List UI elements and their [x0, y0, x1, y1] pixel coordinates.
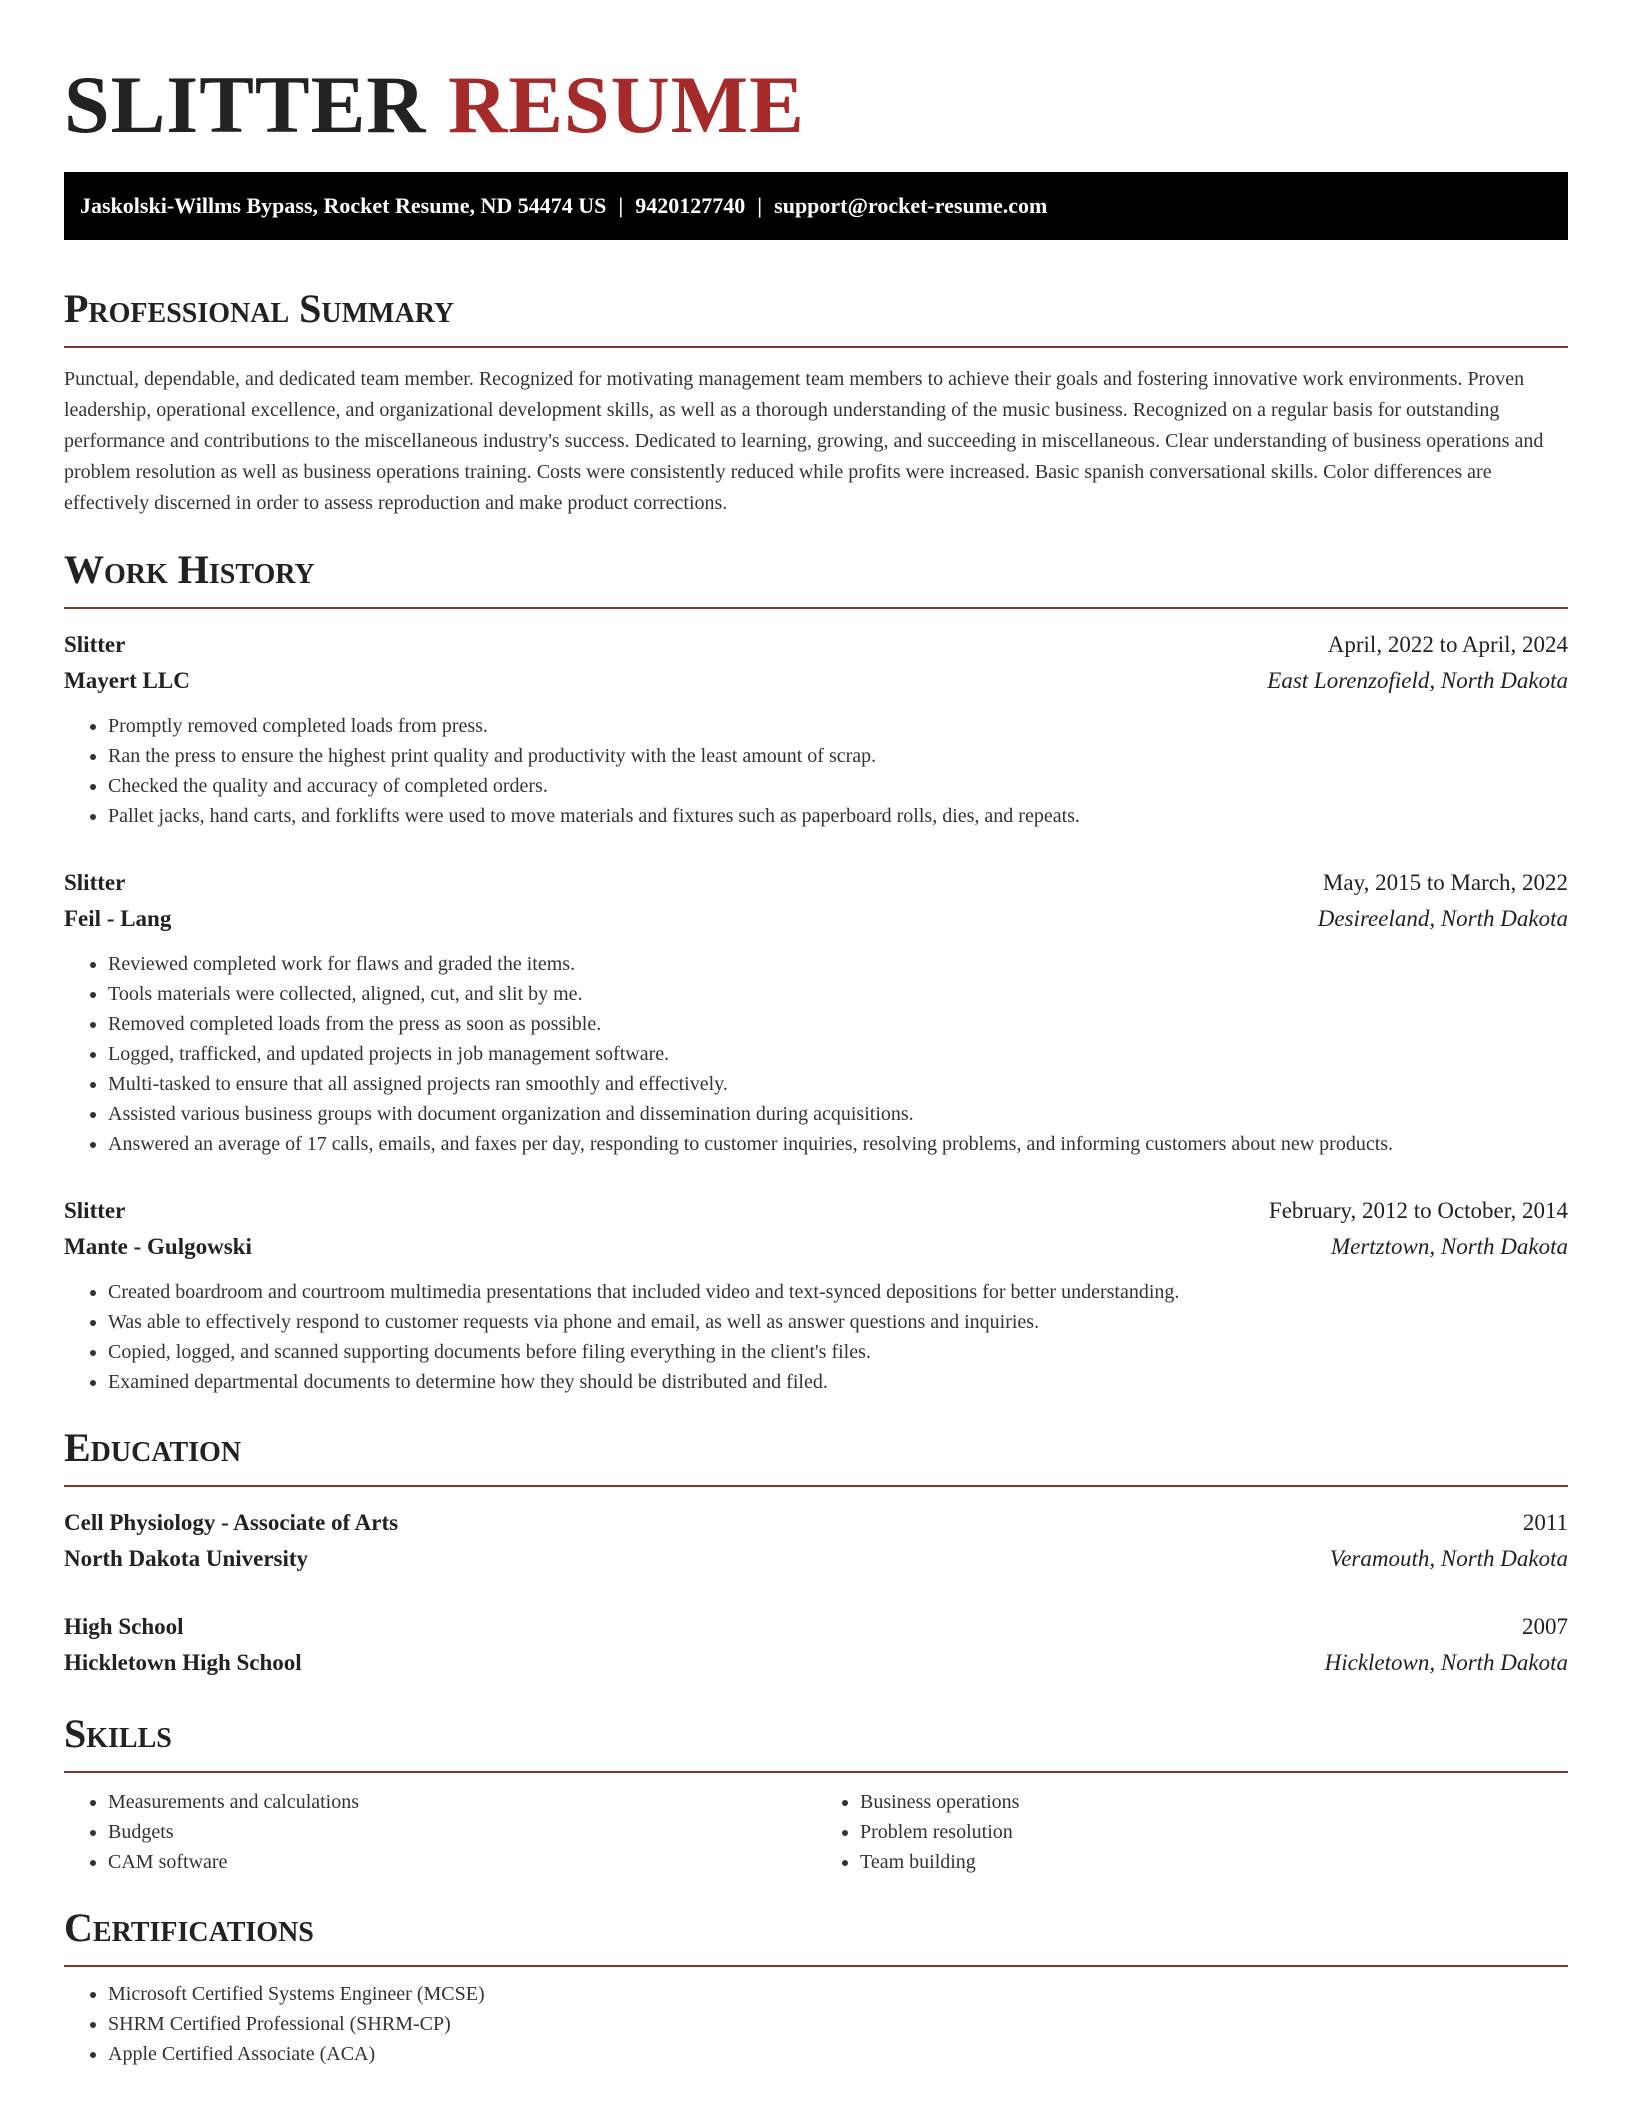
title-first-word: SLITTER [64, 59, 427, 150]
list-item: • CAM software [108, 1847, 816, 1877]
list-item: • SHRM Certified Professional (SHRM-CP) [108, 2009, 1568, 2039]
job-header-row [64, 865, 1568, 901]
job-dates: May, 2015 to March, 2022 [1322, 870, 1568, 895]
certifications-heading: Certifications [64, 1903, 1568, 1967]
job-company-row [64, 1229, 1568, 1265]
certifications-list [64, 1979, 1568, 2069]
list-item: • Created boardroom and courtroom multimedia presentations that included video and text-synced depositions for better understanding. [108, 1277, 1568, 1307]
list-item: • Reviewed completed work for flaws and graded the items. [108, 949, 1568, 979]
education-location: Veramouth, North Dakota [1329, 1546, 1568, 1571]
job-company: Feil - Lang [64, 906, 172, 931]
list-item: • Answered an average of 17 calls, emails, and faxes per day, responding to customer inquiries, resolving problems, and informing customers about new products. [108, 1129, 1568, 1159]
job-header-row [64, 627, 1568, 663]
education-school: North Dakota University [64, 1546, 309, 1571]
education-entry [64, 1505, 1568, 1577]
education-heading: Education [64, 1423, 1568, 1487]
skills-heading: Skills [64, 1709, 1568, 1773]
list-item: • Copied, logged, and scanned supporting documents before filing everything in the client's files. [108, 1337, 1568, 1367]
list-item: • Business operations [860, 1787, 1568, 1817]
contact-separator: | [618, 193, 624, 218]
contact-bar [64, 172, 1568, 240]
education-degree-row [64, 1505, 1568, 1541]
contact-separator: | [757, 193, 763, 218]
education-school-row [64, 1645, 1568, 1681]
job-entry [64, 1193, 1568, 1397]
list-item: • Promptly removed completed loads from press. [108, 711, 1568, 741]
education-location: Hickletown, North Dakota [1324, 1650, 1568, 1675]
job-company: Mante - Gulgowski [64, 1234, 252, 1259]
skills-list-right [816, 1787, 1568, 1877]
job-bullets [64, 949, 1568, 1159]
work-history-heading: Work History [64, 545, 1568, 609]
contact-phone: 9420127740 [635, 193, 746, 218]
job-entry [64, 627, 1568, 831]
list-item: • Ran the press to ensure the highest print quality and productivity with the least amount of scrap. [108, 741, 1568, 771]
job-dates: April, 2022 to April, 2024 [1327, 632, 1568, 657]
job-location: Mertztown, North Dakota [1330, 1234, 1568, 1259]
job-title: Slitter [64, 632, 126, 657]
list-item: • Measurements and calculations [108, 1787, 816, 1817]
list-item: • Microsoft Certified Systems Engineer (MCSE) [108, 1979, 1568, 2009]
summary-text: Punctual, dependable, and dedicated team member. Recognized for motivating management team members to achieve their goals and fostering innovative work environments. Proven leadership, operational excellence, and organizational development skills, as well as a thorough understanding of the music business. Recognized on a regular basis for outstanding performance and contributions to the miscellaneous industry's success. Dedicated to learning, growing, and succeeding in miscellaneous. Clear understanding of business operations and problem resolution as well as business operations training. Costs were consistently reduced while profits were increased. Basic spanish conversational skills. Color differences are effectively discerned in order to assess reproduction and make product corrections. [64, 368, 1544, 514]
job-location: East Lorenzofield, North Dakota [1267, 668, 1568, 693]
education-degree: High School [64, 1614, 184, 1639]
list-item: • Was able to effectively respond to customer requests via phone and email, as well as answer questions and inquiries. [108, 1307, 1568, 1337]
list-item: • Apple Certified Associate (ACA) [108, 2039, 1568, 2069]
list-item: • Tools materials were collected, aligned, cut, and slit by me. [108, 979, 1568, 1009]
job-company-row [64, 663, 1568, 699]
contact-email: support@rocket-resume.com [774, 193, 1048, 218]
education-degree: Cell Physiology - Associate of Arts [64, 1510, 399, 1535]
list-item: • Multi-tasked to ensure that all assigned projects ran smoothly and effectively. [108, 1069, 1568, 1099]
skills-grid [64, 1787, 1568, 1877]
list-item: • Checked the quality and accuracy of completed orders. [108, 771, 1568, 801]
summary-heading: Professional Summary [64, 284, 1568, 348]
list-item: • Assisted various business groups with document organization and dissemination during acquisitions. [108, 1099, 1568, 1129]
job-title: Slitter [64, 870, 126, 895]
job-location: Desireeland, North Dakota [1317, 906, 1568, 931]
education-school-row [64, 1541, 1568, 1577]
job-company-row [64, 901, 1568, 937]
list-item: • Removed completed loads from the press as soon as possible. [108, 1009, 1568, 1039]
job-company: Mayert LLC [64, 668, 190, 693]
education-school: Hickletown High School [64, 1650, 302, 1675]
education-degree-row [64, 1609, 1568, 1645]
education-entry [64, 1609, 1568, 1681]
list-item: • Pallet jacks, hand carts, and forklifts were used to move materials and fixtures such as paperboard rolls, dies, and repeats. [108, 801, 1568, 831]
resume-title [64, 0, 1568, 152]
list-item: • Team building [860, 1847, 1568, 1877]
title-second-word: RESUME [448, 59, 805, 150]
job-entry [64, 865, 1568, 1159]
list-item: • Examined departmental documents to determine how they should be distributed and filed. [108, 1367, 1568, 1397]
job-dates: February, 2012 to October, 2014 [1268, 1198, 1568, 1223]
education-year: 2011 [1522, 1510, 1568, 1535]
job-bullets [64, 711, 1568, 831]
job-title: Slitter [64, 1198, 126, 1223]
list-item: • Logged, trafficked, and updated projects in job management software. [108, 1039, 1568, 1069]
job-bullets [64, 1277, 1568, 1397]
job-header-row [64, 1193, 1568, 1229]
list-item: • Budgets [108, 1817, 816, 1847]
list-item: • Problem resolution [860, 1817, 1568, 1847]
education-year: 2007 [1522, 1614, 1568, 1639]
skills-list-left [64, 1787, 816, 1877]
contact-address: Jaskolski-Willms Bypass, Rocket Resume, ND 54474 US [80, 193, 607, 218]
